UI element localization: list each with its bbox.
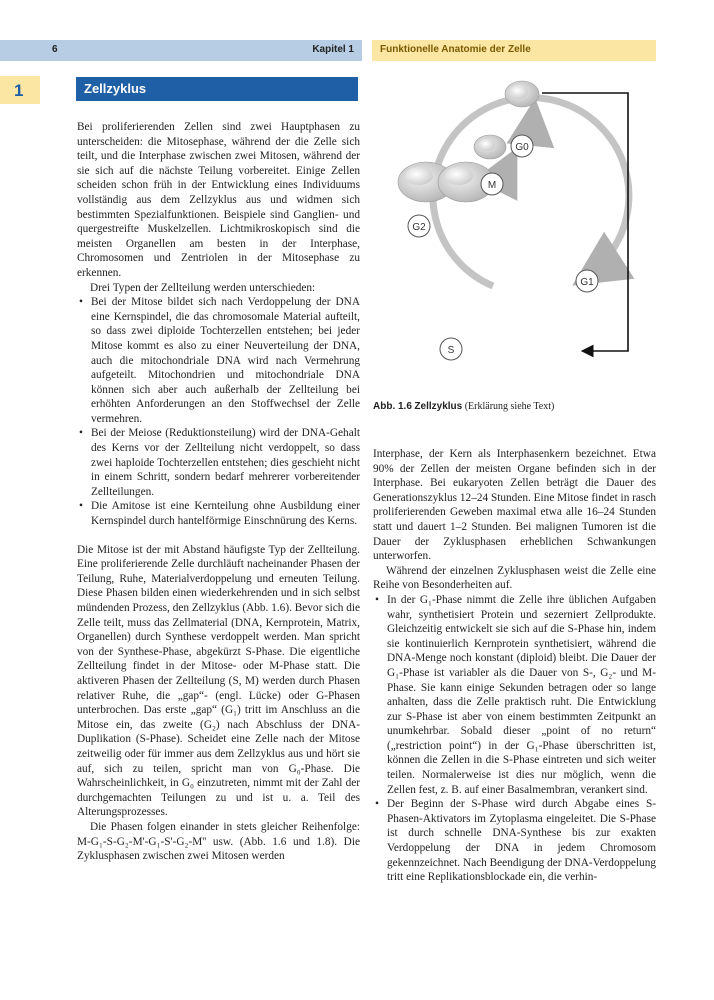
header-right-band — [372, 40, 656, 61]
m-to-g0-arrow — [502, 158, 512, 178]
caption-note: (Erklärung siehe Text) — [464, 401, 555, 412]
cell-cycle-diagram — [372, 70, 662, 400]
phase-label-g2 — [408, 215, 430, 237]
paragraph: Bei proliferierenden Zellen sind zwei Hauptphasen zu unterscheiden: die Mitosephase, während der die Zelle sich teilt, und die Interphase zwischen zwei Mitosen, während der sie sich auf die nächste Teilung vorbereitet. Einige Zellen scheiden schon früh in der Entwicklung eines Individuums vollständig aus dem Zellzyklus aus und widmen sich bestimmten Spezialfunktionen. Beispiele sind Ganglien- und quergestreifte Muskelzellen. Lichtmikroskopisch sind die meisten Organellen am besten in der Interphase, Chromosomen und Zentriolen in der Mitosephase zu erkennen. — [77, 121, 360, 279]
section-title: Zellzyklus — [84, 81, 147, 96]
phase-label-g0 — [511, 135, 533, 157]
phase-label-g1 — [576, 270, 598, 292]
list-item: • Die Amitose ist eine Kernteilung ohne Ausbildung einer Kernspindel durch hantelförmige Einschnürung des Kerns. — [77, 499, 360, 528]
return-arrow — [542, 93, 628, 351]
phase-label-g1-text: G1 — [580, 277, 594, 288]
list-item: • In der G₁-Phase nimmt die Zelle ihre üblichen Aufgaben wahr, synthetisiert Protein und sezerniert Zellprodukte. Gleichzeitig entwickelt sie sich auf die S-Phase hin, indem sie kontinuierlich Kernprotein synthetisiert, während die DNA-Menge noch konstant (diploid) bleibt. Die Dauer der G₁-Phase ist variabler als die Dauer von S-, G₂- und M-Phase. Sie kann einige Sekunden betragen oder so lange anhalten, dass die Zelle praktisch ruht. Die Entwicklung zur S-Phase ist aber von einem bestimmten Zeitpunkt an unumkehrbar. Sobald dieser „point of no return“ („restriction point“) in der G₁-Phase überschritten ist, können die Zellen in die S-Phase eintreten und sich weiter teilen. Normalerweise ist dies nur möglich, wenn die Zellen fest, z. B. auf einer Basalmembran, verankert sind. — [373, 593, 656, 797]
chapter-title: Funktionelle Anatomie der Zelle — [380, 44, 531, 55]
phase-label-m — [481, 173, 503, 195]
paragraph: Die Mitose ist der mit Abstand häufigste Typ der Zellteilung. Eine proliferierende Zelle durchläuft nacheinander Phasen der Teilung, Ruhe, Materialverdoppelung und erneuten Teilung. Diese Phasen bilden einen wiederkehrenden und in sich selbst mündenden Prozess, den Zellzyklus (Abb. 1.6). Bevor sich die Zelle teilt, muss das Zellmaterial (DNA, Kernprotein, Matrix, Organellen) durch Synthese verdoppelt werden. Man spricht von der Synthese-Phase, abgekürzt S-Phase. Die eigentliche Zellteilung findet in der Mitose- oder M-Phase statt. Die aktiveren Phasen der Zellteilung (S, M) werden durch Phasen relativer Ruhe, die „gap“- (engl. Lücke) oder G-Phasen unterbrochen. Das erste „gap“ (G₁) tritt im Anschluss an die Mitose ein, das zweite (G₂) nach Abschluss der DNA-Duplikation (S-Phase). Scheidet eine Zelle nach der Mitose zeitweilig oder für immer aus dem Zellzyklus aus und hört sie auf, sich zu teilen, spricht man von G₀-Phase. Die Wahrscheinlichkeit, in G₀ einzutreten, nimmt mit der Zahl der durchgemachten Teilungen zu und ist u. a. Teil des Alterungsprozesses. — [77, 543, 360, 819]
paragraph: Interphase, der Kern als Interphasenkern bezeichnet. Etwa 90% der Zellen der meisten Organe befinden sich in der Interphase. Bei eukaryoten Zellen beträgt die Dauer des Generationszyklus 12–24 Stunden. Eine Mitose findet in rasch proliferierenden Geweben maximal etwa alle 16–24 Stunden statt und dauert 1–2 Stunden. Bei malignen Tumoren ist die Dauer der Zyklusphasen erheblichen Schwankungen unterworfen. — [373, 448, 656, 563]
header-left-band — [0, 40, 362, 61]
right-column — [373, 447, 656, 885]
phase-label-g2-text: G2 — [412, 222, 426, 233]
running-header — [0, 40, 714, 61]
cell-top-left — [474, 135, 506, 159]
figure-caption — [373, 401, 656, 412]
caption-number: Abb. 1.6 — [373, 401, 412, 412]
list-item: • Bei der Mitose bildet sich nach Verdoppelung der DNA eine Kernspindel, die das chromosomale Material aufteilt, so dass zwei diploide Tochterzellen entstehen; bei jeder Mitose kommt es also zu einer Neuverteilung der DNA, auch die mitochondriale DNA wird nach Vermehrung aufgeteilt. Mitochondrien und mitochondriale DNA können sich aber auch außerhalb der Zellteilung bei erhöhten Anforderungen an den Stoffwechsel der Zelle vermehren. — [77, 295, 360, 426]
chapter-tab-number: 1 — [14, 81, 24, 100]
phase-label-g0-text: G0 — [515, 142, 529, 153]
paragraph: Während der einzelnen Zyklusphasen weist die Zelle eine Reihe von Besonderheiten auf. — [373, 564, 656, 592]
phase-label-s-text: S — [447, 345, 455, 356]
paragraph: Die Phasen folgen einander in stets gleicher Reihenfolge: M-G₁-S-G₂-M'-G₁-S'-G₂-M'' usw. (Abb. 1.6 und 1.8). Die Zyklusphasen zwischen zwei Mitosen werden — [77, 820, 360, 863]
list-item: • Der Beginn der S-Phase wird durch Abgabe eines S-Phasen-Aktivators im Zytoplasma eingeleitet. Die S-Phase ist durch schnelle DNA-Synthese bis zur exakten Verdoppelung der DNA in jedem Chromosom gekennzeichnet. Nach Beendigung der DNA-Verdoppelung tritt eine Replikationsblockade ein, die verhin- — [373, 797, 656, 885]
g0-upper-arrow — [532, 110, 534, 130]
page-number: 6 — [52, 44, 58, 55]
phase-label-s — [440, 338, 462, 360]
bullet-list — [77, 295, 360, 529]
bullet-list — [373, 593, 656, 885]
chapter-label: Kapitel 1 — [312, 44, 354, 55]
paragraph: Drei Typen der Zellteilung werden unterschieden: — [90, 281, 316, 294]
list-item: • Bei der Meiose (Reduktionsteilung) wird der DNA-Gehalt des Kerns vor der Zellteilung nicht verdoppelt, so dass zwei haploide Tochterzellen entstehen; dies geschieht nicht in einem Schritt, sondern bedarf mehrerer vorbereitender Zellteilungen. — [77, 426, 360, 499]
cell-top-right — [505, 81, 539, 107]
left-column — [77, 120, 360, 864]
phase-label-m-text: M — [487, 180, 497, 191]
chapter-tab — [0, 76, 40, 104]
section-heading — [76, 77, 358, 101]
caption-title: Zellzyklus — [414, 401, 463, 412]
